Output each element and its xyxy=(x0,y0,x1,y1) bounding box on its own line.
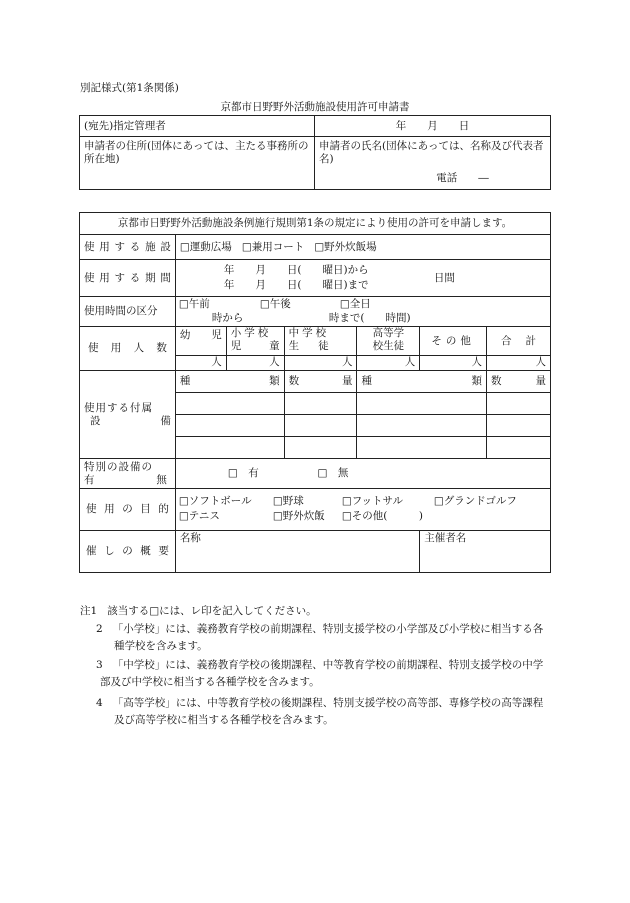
period-days: 日間 xyxy=(433,272,455,284)
form-title: 京都市日野野外活動施設使用許可申請書 xyxy=(220,101,410,113)
equipment-qty-cell[interactable] xyxy=(487,415,551,437)
purpose-groundgolf[interactable]: □グランドゴルフ xyxy=(433,495,517,507)
time-option-am[interactable]: □午前 xyxy=(178,298,210,310)
period-label-cell xyxy=(80,260,176,297)
time-to: 時まで( 時間) xyxy=(328,312,411,324)
time-label: 使用時間の区分 xyxy=(84,305,158,317)
persons-header-high: 高等学 校生徒 xyxy=(357,327,420,356)
purpose-label: 使 用 の 目 的 xyxy=(86,503,169,515)
equipment-qty-cell[interactable] xyxy=(284,393,357,415)
facility-option-court[interactable]: □兼用コート xyxy=(241,240,305,253)
event-label: 催 し の 概 要 xyxy=(86,545,169,557)
equipment-type-cell[interactable] xyxy=(357,437,487,459)
special-label-2: 有 無 xyxy=(84,473,167,486)
application-table xyxy=(79,212,551,573)
equipment-label-cell xyxy=(80,371,176,459)
equipment-label-1: 使用する付属 xyxy=(84,401,153,414)
note-4: 4 「高等学校」には、中等教育学校の後期課程、特別支援学校の高等部、専修学校の高等課程及び高等学校に相当する各種学校を含みます。 xyxy=(96,697,544,726)
phone-field: 電話 ― xyxy=(436,172,489,184)
addressee-label: (宛先)指定管理者 xyxy=(84,119,166,132)
facility-options xyxy=(175,235,550,260)
period-label: 使 用 す る 期 間 xyxy=(84,271,171,284)
equipment-type-cell[interactable] xyxy=(175,393,284,415)
purpose-softball[interactable]: □ソフトボール xyxy=(178,495,252,507)
purpose-baseball[interactable]: □野球 xyxy=(272,495,304,507)
persons-header-elementary: 小学校 児 童 xyxy=(226,327,284,356)
special-label-1: 特別の設備の xyxy=(84,460,153,473)
purpose-label-cell xyxy=(80,489,176,531)
special-option-yes[interactable]: □ 有 xyxy=(227,467,259,479)
equipment-header-qty-1: 数 量 xyxy=(284,371,357,393)
equipment-header-type-1: 種 類 xyxy=(175,371,284,393)
facility-label-cell xyxy=(80,235,176,260)
equipment-header-qty-2: 数 量 xyxy=(487,371,551,393)
purpose-tennis[interactable]: □テニス xyxy=(178,510,220,522)
purpose-cooking[interactable]: □野外炊飯 xyxy=(272,510,325,522)
note-1: 注1 該当する□には、レ印を記入してください。 xyxy=(80,605,317,617)
persons-header-other: その他 xyxy=(420,327,487,356)
name-cell[interactable] xyxy=(315,137,551,190)
equipment-type-cell[interactable] xyxy=(175,437,284,459)
persons-junior-count[interactable]: 人 xyxy=(284,356,357,371)
equipment-header-type-2: 種 類 xyxy=(357,371,487,393)
address-cell[interactable] xyxy=(80,137,315,190)
special-options xyxy=(175,459,550,489)
date-field: 年 月 日 xyxy=(395,119,470,132)
period-from: 年 月 日( 曜日)から xyxy=(223,264,369,276)
equipment-qty-cell[interactable] xyxy=(284,415,357,437)
facility-option-cooking[interactable]: □野外炊飯場 xyxy=(314,240,377,253)
time-option-all[interactable]: □全日 xyxy=(339,298,371,310)
equipment-type-cell[interactable] xyxy=(357,393,487,415)
applicant-table xyxy=(79,115,551,190)
persons-header-junior: 中学校 生 徒 xyxy=(284,327,357,356)
event-organizer-cell[interactable] xyxy=(420,531,551,573)
special-label-cell xyxy=(80,459,176,489)
purpose-other[interactable]: □その他( ) xyxy=(341,510,423,522)
persons-infant-count[interactable]: 人 xyxy=(175,356,226,371)
date-cell[interactable] xyxy=(315,116,551,137)
event-name-cell[interactable] xyxy=(175,531,419,573)
equipment-qty-cell[interactable] xyxy=(284,437,357,459)
address-label: 申請者の住所(団体にあっては、主たる事務所の所在地) xyxy=(84,140,309,165)
name-label: 申請者の氏名(団体にあっては、名称及び代表者名) xyxy=(319,140,544,165)
persons-label-cell xyxy=(80,327,176,371)
time-from: 時から xyxy=(211,312,244,324)
special-option-no[interactable]: □ 無 xyxy=(317,467,349,479)
facility-label: 使 用 す る 施 設 xyxy=(84,240,171,253)
purpose-cell xyxy=(175,489,550,531)
event-organizer-label: 主催者名 xyxy=(424,532,467,544)
persons-label: 使 用 人 数 xyxy=(88,342,167,354)
equipment-type-cell[interactable] xyxy=(357,415,487,437)
event-label-cell xyxy=(80,531,176,573)
persons-other-count[interactable]: 人 xyxy=(420,356,487,371)
time-label-cell xyxy=(80,297,176,327)
period-cell[interactable] xyxy=(175,260,550,297)
period-to: 年 月 日( 曜日)まで xyxy=(223,279,369,291)
persons-total-count[interactable]: 人 xyxy=(487,356,551,371)
equipment-qty-cell[interactable] xyxy=(487,437,551,459)
persons-header-total: 合 計 xyxy=(487,327,551,356)
facility-option-ground[interactable]: □運動広場 xyxy=(179,240,232,253)
addressee-cell xyxy=(80,116,315,137)
persons-high-count[interactable]: 人 xyxy=(357,356,420,371)
note-3: 3 「中学校」には、義務教育学校の後期課程、中等教育学校の前期課程、特別支援学校の中学部及び中学校に相当する各種学校を含みます。 xyxy=(96,659,544,688)
intro-text: 京都市日野野外活動施設条例施行規則第1条の規定により使用の許可を申請します。 xyxy=(117,217,513,229)
time-cell xyxy=(175,297,550,327)
note-2: 2 「小学校」には、義務教育学校の前期課程、特別支援学校の小学部及び小学校に相当する各種学校を含みます。 xyxy=(96,623,544,652)
persons-elementary-count[interactable]: 人 xyxy=(226,356,284,371)
equipment-qty-cell[interactable] xyxy=(487,393,551,415)
time-option-pm[interactable]: □午後 xyxy=(259,298,291,310)
event-name-label: 名称 xyxy=(179,532,201,544)
intro-cell xyxy=(80,213,551,235)
persons-header-infant: 幼 児 xyxy=(175,327,226,356)
equipment-type-cell[interactable] xyxy=(175,415,284,437)
form-reference: 別記様式(第1条関係) xyxy=(80,82,179,94)
purpose-futsal[interactable]: □フットサル xyxy=(341,495,404,507)
equipment-label-2: 設 備 xyxy=(90,414,171,427)
